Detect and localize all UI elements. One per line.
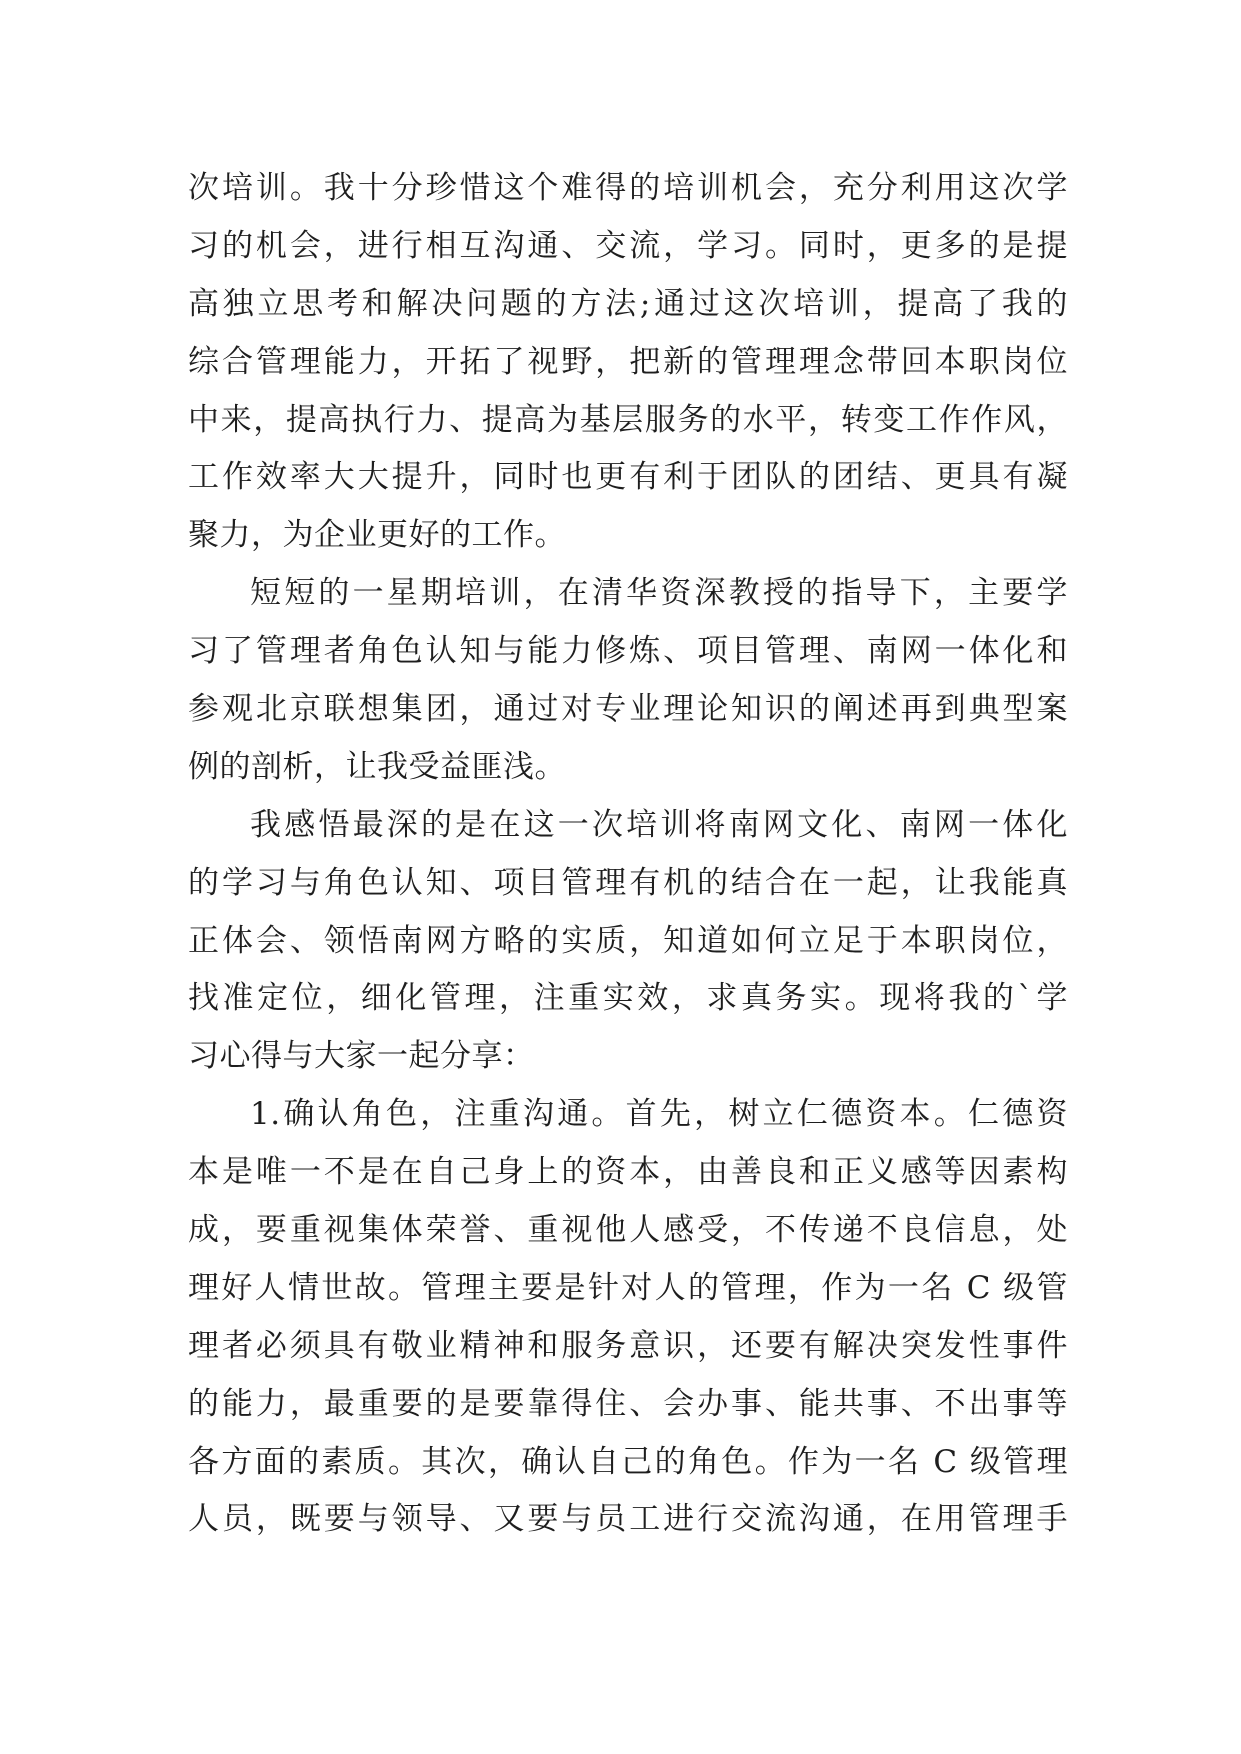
text-line: 成，要重视集体荣誉、重视他人感受，不传递不良信息，处: [188, 1212, 1068, 1249]
text-line: 我感悟最深的是在这一次培训将南网文化、南网一体化: [250, 806, 1068, 843]
text-line: 综合管理能力，开拓了视野，把新的管理理念带回本职岗位: [188, 343, 1068, 380]
text-line: 习心得与大家一起分享：: [188, 1038, 535, 1075]
text-line: 聚力，为企业更好的工作。: [188, 517, 566, 554]
text-line: 1.确认角色，注重沟通。首先，树立仁德资本。仁德资: [250, 1096, 1068, 1133]
text-line: 高独立思考和解决问题的方法;通过这次培训，提高了我的: [188, 285, 1068, 322]
text-line: 短短的一星期培训，在清华资深教授的指导下，主要学: [250, 575, 1068, 612]
text-line: 习了管理者角色认知与能力修炼、项目管理、南网一体化和: [188, 633, 1068, 670]
text-line: 的学习与角色认知、项目管理有机的结合在一起，让我能真: [188, 864, 1068, 901]
text-line: 习的机会，进行相互沟通、交流，学习。同时，更多的是提: [188, 227, 1068, 264]
text-line: 例的剖析，让我受益匪浅。: [188, 748, 566, 785]
text-line: 本是唯一不是在自己身上的资本，由善良和正义感等因素构: [188, 1154, 1068, 1191]
text-line: 中来，提高执行力、提高为基层服务的水平，转变工作作风，: [188, 401, 1068, 438]
paragraph: [188, 565, 1068, 797]
text-line: 各方面的素质。其次，确认自己的角色。作为一名 C 级管理: [188, 1443, 1068, 1480]
paragraph: [188, 1086, 1068, 1549]
text-line: 正体会、领悟南网方略的实质，知道如何立足于本职岗位，: [188, 922, 1068, 959]
paragraph: [188, 160, 1068, 565]
text-line: 人员，既要与领导、又要与员工进行交流沟通，在用管理手: [188, 1501, 1068, 1538]
text-line: 次培训。我十分珍惜这个难得的培训机会，充分利用这次学: [188, 170, 1068, 206]
text-line: 参观北京联想集团，通过对专业理论知识的阐述再到典型案: [188, 691, 1068, 728]
text-line: 找准定位，细化管理，注重实效，求真务实。现将我的`学: [188, 980, 1068, 1017]
text-line: 理好人情世故。管理主要是针对人的管理，作为一名 C 级管: [188, 1269, 1068, 1306]
body-text: [188, 160, 1068, 1549]
paragraph: [188, 797, 1068, 1086]
text-line: 的能力，最重要的是要靠得住、会办事、能共事、不出事等: [188, 1385, 1068, 1422]
text-line: 工作效率大大提升，同时也更有利于团队的团结、更具有凝: [188, 459, 1068, 496]
text-line: 理者必须具有敬业精神和服务意识，还要有解决突发性事件: [188, 1327, 1068, 1364]
